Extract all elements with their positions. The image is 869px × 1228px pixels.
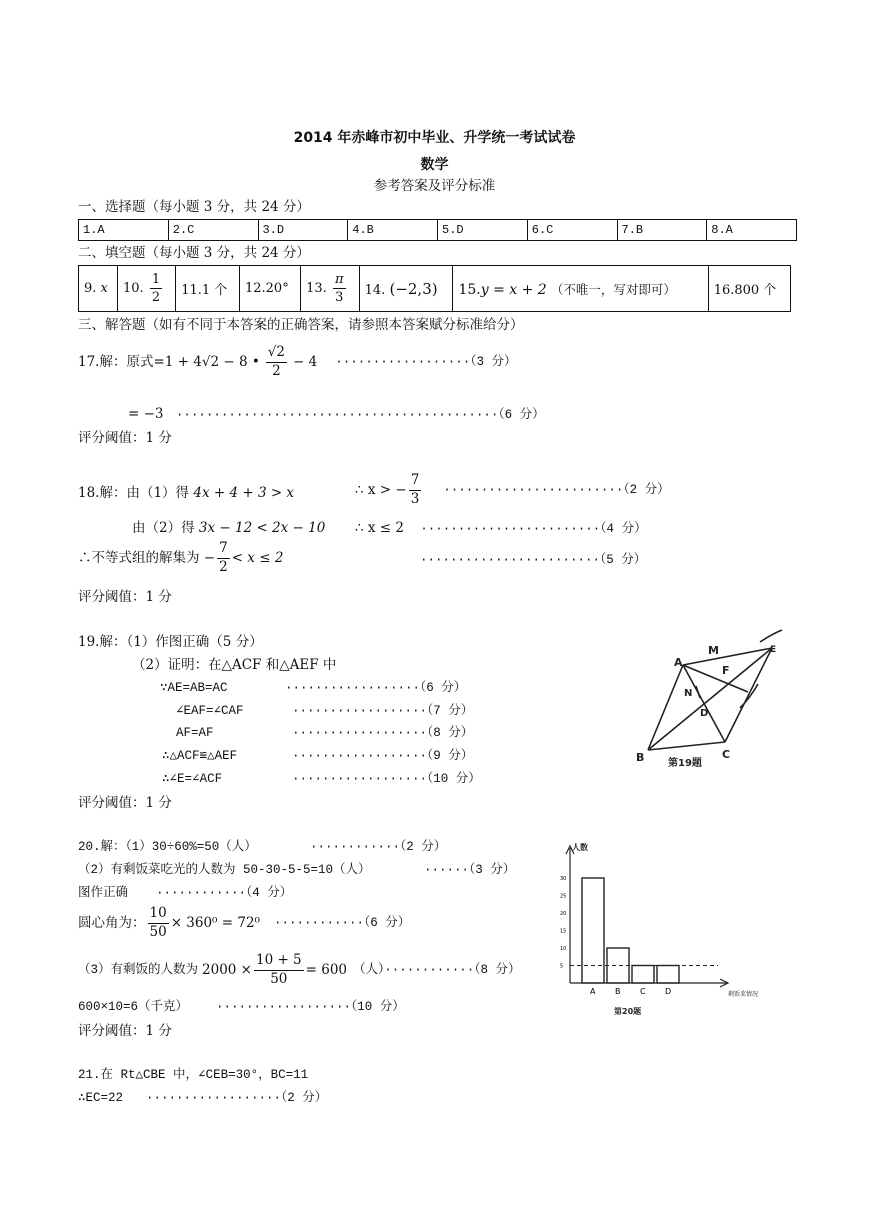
q18-frac1-numerator: 7 [409, 474, 422, 491]
q9-value: x [100, 281, 108, 296]
choice-answer-6: 6.C [527, 220, 617, 241]
fill-answer-10 [117, 266, 175, 312]
q19-threshold: 评分阈值：1 分 [78, 795, 172, 811]
segment-bc [648, 742, 725, 750]
q20-angle-numerator: 10 [148, 907, 169, 924]
q10-number: 10. [122, 281, 144, 296]
q20-angle-denominator: 50 [149, 923, 167, 940]
choice-answer-4: 4.B [348, 220, 438, 241]
q21-line2-text: ∴EC=22 [78, 1091, 124, 1105]
q20-q3-fraction [254, 954, 304, 986]
q13-number: 13. [306, 281, 327, 296]
segment-be [648, 648, 772, 750]
subject-title: 数学 [420, 157, 449, 173]
chart-y-label: 人数 [572, 843, 588, 852]
q20-bar-chart [548, 838, 768, 1018]
q18-score-3: ························（5 分） [420, 553, 647, 567]
fill-answer-9 [79, 266, 118, 312]
fill-answer-13 [301, 266, 360, 312]
choice-answer-5: 5.D [438, 220, 528, 241]
section3-heading: 三、解答题（如有不同于本答案的正确答案，请参照本答案赋分标准给分） [78, 317, 524, 333]
q19-point-c: C [722, 748, 731, 761]
q18-line1-right [355, 474, 670, 506]
chart-y-tick-label: 15 [560, 928, 567, 935]
q15-note: （不唯一，写对即可） [550, 281, 676, 297]
q20-q3-score: （人）············（8 分） [353, 962, 521, 977]
fill-answer-16: 16.800 个 [708, 266, 790, 312]
chart-y-tick-label: 25 [560, 893, 567, 900]
q19-line5-text: AF=AF [176, 726, 214, 740]
q18-solution-expr: < x ≤ 2 [231, 549, 284, 566]
q20-angle-score: ············（6 分） [273, 915, 411, 930]
q17-result: = −3 [128, 406, 164, 422]
q18-step2-label: 由（2）得 [132, 520, 195, 536]
q20-line1-text: 20.解：（1）30÷60%=50（人） [78, 840, 257, 854]
q19-figure-caption: 第19题 [668, 758, 702, 769]
q10-fraction [150, 273, 162, 304]
q19-line3-text: ∵AE=AB=AC [160, 681, 228, 695]
choice-answer-table [78, 219, 797, 241]
q10-denominator: 2 [151, 290, 161, 305]
q13-fraction [333, 273, 346, 304]
q14-number: 14. [364, 282, 386, 298]
q17-denominator: 2 [272, 362, 281, 379]
chart-x-tick-label: B [615, 987, 621, 996]
chart-y-tick-label: 30 [560, 876, 567, 882]
q20-line3-score: ············（4 分） [156, 886, 293, 900]
q17-line2 [128, 406, 545, 423]
q17-expression: 17.解：原式=1 + 4√2 − 8 • [78, 353, 260, 370]
chart-bar-c [632, 966, 654, 984]
q17-numerator: √2 [266, 346, 287, 363]
q20-line5 [78, 954, 521, 986]
q20-line6-score: ··················（10 分） [216, 1000, 405, 1014]
q18-frac2-denominator: 2 [219, 558, 228, 575]
q20-line4 [78, 907, 410, 939]
q15-number: 15. [458, 281, 481, 298]
q19-point-m: M [708, 644, 719, 657]
q19-line3-score: ··················（6 分） [285, 681, 467, 695]
segment-ae [683, 648, 772, 665]
q14-value: (−2,3) [389, 279, 438, 298]
q18-solution-label: ∴不等式组的解集为 − [78, 549, 216, 566]
chart-bar-a [582, 878, 604, 983]
fill-answer-12: 12.20° [239, 266, 300, 312]
q19-line6-text: ∴△ACF≌△AEF [162, 749, 238, 763]
choice-answer-7: 7.B [617, 220, 707, 241]
q17-score-1: ··················（3 分） [335, 354, 517, 369]
q20-line6-text: 600×10=6（千克） [78, 1000, 189, 1014]
q18-step2-expr: 3x − 12 < 2x − 10 [198, 520, 326, 536]
q20-threshold: 评分阈值：1 分 [78, 1023, 172, 1039]
q19-line7-text: ∴∠E=∠ACF [162, 772, 223, 786]
q19-point-n: N [684, 688, 693, 699]
q18-line2-right [355, 520, 647, 537]
chart-y-tick-label: 10 [560, 946, 567, 952]
q19-point-b: B [636, 751, 645, 764]
q20-angle-expr: × 360⁰ = 72⁰ [170, 914, 260, 931]
q13-numerator: π [334, 272, 344, 287]
q19-line4-score: ··················（7 分） [292, 704, 474, 718]
q18-threshold: 评分阈值：1 分 [78, 589, 172, 605]
q18-frac2-numerator: 7 [217, 542, 230, 559]
q20-q3-label: （3）有剩饭的人数为 [78, 962, 199, 977]
choice-answer-3: 3.D [258, 220, 348, 241]
q19-line6-score: ··················（9 分） [292, 749, 474, 763]
q21-line1: 21.在 Rt△CBE 中，∠CEB=30°，BC=11 [78, 1068, 309, 1082]
fill-answer-14 [359, 266, 453, 312]
chart-y-tick-label: 20 [560, 911, 567, 917]
q20-q3-expr: 2000 × [202, 961, 252, 978]
q21-line2-score: ··················（2 分） [146, 1091, 328, 1105]
chart-bar-b [607, 948, 629, 983]
choice-answer-1: 1.A [79, 220, 169, 241]
chart-caption: 第20题 [614, 1007, 642, 1016]
q17-expression-tail: − 4 [293, 353, 318, 370]
q17-fraction [266, 346, 287, 378]
q19-point-e: E [770, 645, 777, 655]
segment-ec [725, 648, 772, 742]
choice-answer-2: 2.C [168, 220, 258, 241]
q18-score-2: ························（4 分） [420, 522, 647, 536]
q17-score-2: ···········································（6 分） [175, 408, 545, 422]
q20-q3-result: = 600 [305, 961, 348, 978]
q19-point-f: F [722, 664, 730, 677]
chart-x-tick-label: D [665, 987, 672, 996]
q19-line1: 19.解：（1）作图正确（5 分） [78, 634, 263, 650]
q19-line5-score: ··················（8 分） [292, 726, 474, 740]
q9-number: 9. [84, 281, 97, 296]
q18-line2-left [132, 520, 325, 536]
section1-heading: 一、选择题（每小题 3 分，共 24 分） [78, 199, 310, 215]
q18-frac1-denominator: 3 [410, 490, 420, 507]
q17-line1 [78, 346, 516, 378]
q18-line3-left [78, 542, 283, 574]
arc-e [760, 630, 782, 642]
arc-right [740, 684, 758, 708]
fill-answer-table [78, 265, 791, 312]
segment-af [683, 665, 748, 692]
q19-line4-text: ∠EAF=∠CAF [176, 704, 244, 718]
fill-answer-11: 11.1 个 [176, 266, 240, 312]
subtitle: 参考答案及评分标准 [373, 178, 496, 194]
q18-score-1: ························（2 分） [443, 482, 670, 497]
q20-line2-text: （2）有剩饭菜吃光的人数为 50-30-5-5=10（人） [78, 863, 371, 877]
arc-n [696, 686, 700, 698]
q20-line3-text: 图作正确 [78, 886, 129, 900]
segment-ab [648, 665, 683, 750]
q20-line2-score: ······（3 分） [424, 863, 516, 877]
q18-step1-label: 18.解：由（1）得 [78, 485, 190, 501]
q19-geometry-figure [630, 628, 800, 778]
q13-denominator: 3 [335, 290, 344, 305]
q20-angle-label: 圆心角为： [78, 914, 146, 931]
q19-point-d: D [700, 708, 709, 719]
q17-threshold: 评分阈值：1 分 [78, 430, 172, 446]
q18-fraction-2 [217, 542, 230, 574]
section2-heading: 二、填空题（每小题 3 分，共 24 分） [78, 245, 310, 261]
chart-x-tick-label: A [590, 987, 596, 996]
chart-bar-d [657, 966, 679, 984]
q18-step1-expr: 4x + 4 + 3 > x [193, 485, 295, 501]
q19-line7-score: ··················（10 分） [292, 772, 481, 786]
q19-point-a: A [674, 656, 683, 669]
chart-y-tick-label: 5 [560, 963, 564, 970]
q20-angle-fraction [148, 907, 169, 939]
q10-numerator: 1 [151, 272, 161, 287]
q15-expression: y = x + 2 [480, 281, 547, 298]
fill-answer-15 [453, 266, 708, 312]
q18-step2-result: ∴ x ≤ 2 [355, 520, 404, 536]
q20-line1-score: ············（2 分） [310, 840, 447, 854]
q20-q3-denominator: 50 [270, 970, 288, 987]
q18-step1-result: ∴ x > − [355, 481, 407, 498]
q20-q3-numerator: 10 + 5 [254, 954, 304, 971]
chart-x-tick-label: C [640, 987, 646, 996]
choice-answer-8: 8.A [707, 220, 797, 241]
q18-fraction-1 [409, 474, 422, 506]
chart-x-label: 剩饭菜情况 [728, 991, 759, 998]
q18-line1-left [78, 485, 294, 501]
q19-line2: （2）证明：在△ACF 和△AEF 中 [132, 657, 337, 673]
exam-title: 2014 年赤峰市初中毕业、升学统一考试试卷 [293, 130, 576, 146]
